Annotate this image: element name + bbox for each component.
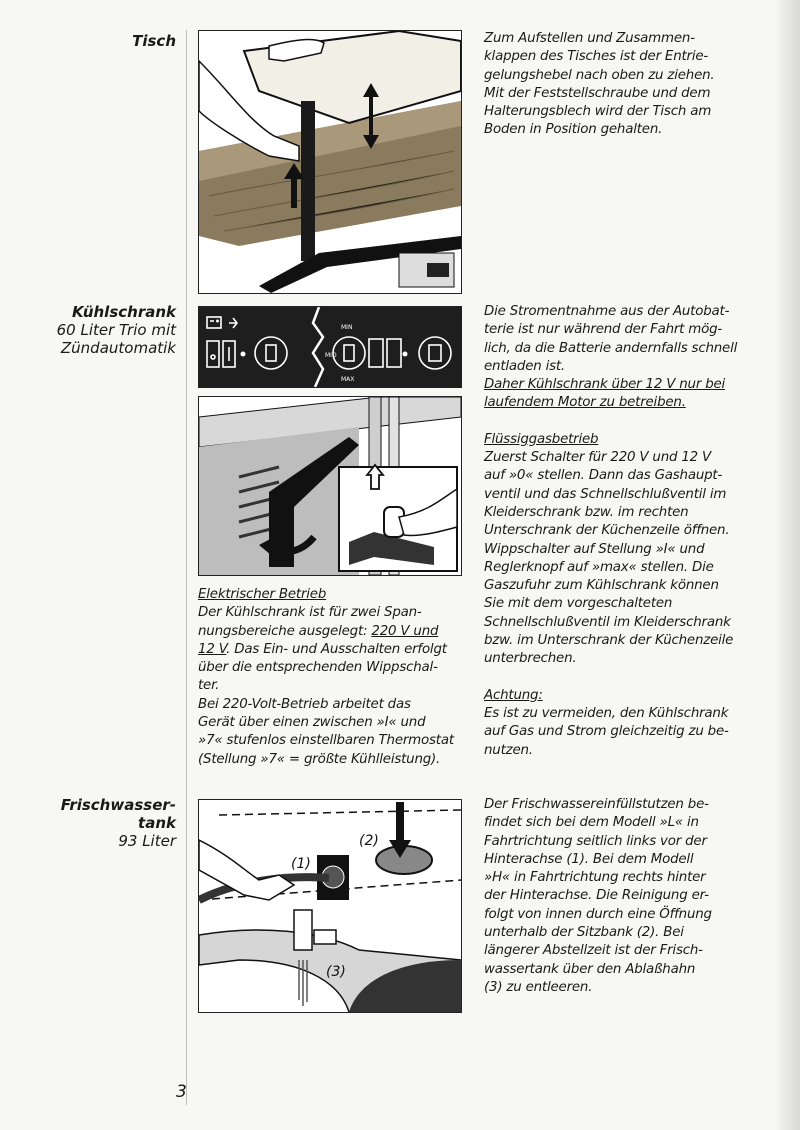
callout-2: (2) (359, 833, 379, 849)
gas-title: Flüssiggasbetrieb (484, 431, 599, 447)
text-line: (Stellung »7« = größte Kühlleistung). (198, 751, 441, 767)
heading-frischwasser-label: Frischwasser- (60, 796, 176, 814)
text-line: Gaszufuhr zum Kühlschrank können (484, 578, 719, 594)
text-line: Reglerknopf auf »max« stellen. Die (484, 559, 714, 575)
text-line: auf »0« stellen. Dann das Gashaupt- (484, 468, 723, 484)
text-line: nutzen. (484, 742, 533, 758)
text-line: findet sich bei dem Modell »L« in (484, 815, 699, 831)
subheading-line: Zündautomatik (60, 339, 176, 357)
panel-label-max: MAX (341, 376, 355, 383)
text-line: Unterschrank der Küchenzeile öffnen. (484, 523, 730, 539)
text-line: Bei 220-Volt-Betrieb arbeitet das (198, 696, 411, 712)
text-line: gelungshebel nach oben zu ziehen. (484, 67, 715, 83)
panel-label-mid: MID (325, 352, 337, 359)
text-line: Gerät über einen zwischen »I« und (198, 715, 426, 731)
subheading-line: 93 Liter (118, 832, 176, 850)
heading-tisch-label: Tisch (132, 32, 176, 50)
text-line: Zuerst Schalter für 220 V und 12 V (484, 450, 711, 466)
text-line: Der Kühlschrank ist für zwei Span- (198, 605, 422, 621)
tisch-text (484, 30, 774, 140)
text-line: »7« stufenlos einstellbaren Thermostat (198, 733, 454, 749)
text-line: Es ist zu vermeiden, den Kühlschrank (484, 705, 729, 721)
text-line: Wippschalter auf Stellung »I« und (484, 541, 705, 557)
heading-kuehlschrank-label: Kühlschrank (72, 303, 176, 321)
text-line (198, 623, 466, 641)
text-line: über die entsprechenden Wippschal- (198, 660, 438, 676)
subheading-line: 60 Liter Trio mit (56, 321, 176, 339)
text-line: unterhalb der Sitzbank (2). Bei (484, 925, 684, 941)
text-line: wassertank über den Ablaßhahn (484, 961, 696, 977)
text-span: . Das Ein- und Ausschalten erfolgt (226, 641, 447, 657)
panel-label-min: MIN (341, 324, 353, 331)
callout-1: (1) (291, 856, 311, 872)
heading-frischwasser-label: tank (138, 814, 176, 832)
heading-tisch (132, 32, 176, 50)
text-line: Halterungsblech wird der Tisch am (484, 104, 712, 120)
fridge-control-panel-illustration (198, 306, 462, 388)
heading-kuehlschrank (57, 303, 176, 357)
text-line: Die Stromentnahme aus der Autobat- (484, 304, 730, 319)
electric-operation-text (198, 586, 466, 769)
text-line: ventil und das Schnellschlußventil im (484, 486, 727, 502)
text-line: Der Frischwassereinfüllstutzen be- (484, 797, 709, 812)
text-line: Fahrtrichtung seitlich links vor der (484, 833, 707, 849)
text-span: nungsbereiche ausgelegt: (198, 623, 372, 639)
spacer (484, 413, 774, 431)
text-line: Hinterachse (1). Bei dem Modell (484, 851, 694, 867)
underlined-span: 220 V und (371, 623, 439, 639)
spacer (484, 669, 774, 687)
heading-frischwasser (61, 796, 176, 850)
table-illustration (198, 30, 462, 294)
text-line: längerer Abstellzeit ist der Frisch- (484, 943, 703, 959)
text-line: der Hinterachse. Die Reinigung er- (484, 888, 709, 904)
text-line-underlined: laufendem Motor zu betreiben. (484, 395, 686, 411)
text-line: unterbrechen. (484, 651, 577, 667)
text-line: Kleiderschrank bzw. im rechten (484, 504, 689, 520)
text-line: entladen ist. (484, 358, 565, 374)
text-line (198, 641, 466, 659)
column-divider (186, 30, 187, 1105)
fridge-open-illustration (198, 396, 462, 576)
text-line: lich, da die Batterie andernfalls schnell (484, 340, 738, 356)
frischwasser-text (484, 796, 774, 997)
text-line: ter. (198, 678, 220, 694)
text-line: folgt von innen durch eine Öffnung (484, 906, 712, 922)
text-line: terie ist nur während der Fahrt mög- (484, 322, 723, 338)
text-line: (3) zu entleeren. (484, 979, 593, 995)
kuehlschrank-right-text (484, 303, 774, 760)
text-line: Sie mit dem vorgeschalteten (484, 596, 673, 612)
water-tank-illustration (198, 799, 462, 1013)
underlined-span: 12 V (198, 641, 227, 657)
text-line: klappen des Tisches ist der Entrie- (484, 49, 709, 65)
text-line: Zum Aufstellen und Zusammen- (484, 31, 695, 46)
text-line: Schnellschlußventil im Kleiderschrank (484, 614, 731, 630)
callout-3: (3) (326, 964, 346, 980)
text-line-underlined: Daher Kühlschrank über 12 V nur bei (484, 377, 726, 393)
text-line: Boden in Position gehalten. (484, 122, 663, 138)
page-number: 3 (176, 1082, 187, 1102)
caution-title: Achtung: (484, 687, 543, 703)
text-line: auf Gas und Strom gleichzeitig zu be- (484, 724, 729, 740)
page-edge-shadow (774, 0, 800, 1130)
text-line: Mit der Feststellschraube und dem (484, 85, 711, 101)
text-line: bzw. im Unterschrank der Küchenzeile (484, 633, 734, 649)
electric-title: Elektrischer Betrieb (198, 587, 327, 602)
text-line: »H« in Fahrtrichtung rechts hinter (484, 870, 706, 886)
